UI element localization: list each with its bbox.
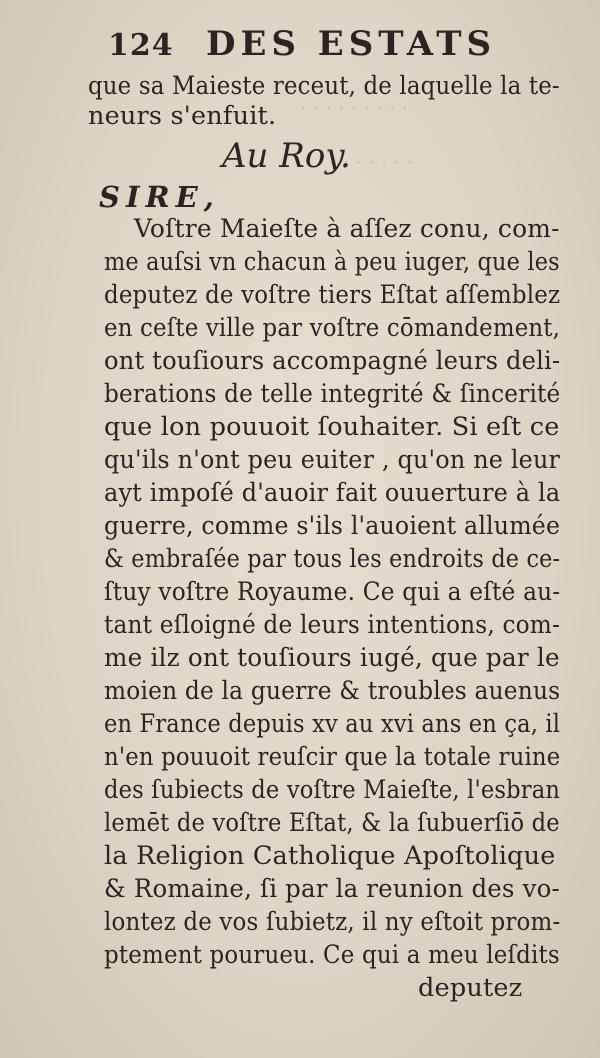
text-line: deputez de voſtre tiers Eſtat aſſemblez: [104, 280, 561, 310]
text-line: en ceſte ville par voſtre cōmandement,: [104, 313, 561, 343]
page-number: 124: [108, 28, 174, 63]
text-line: tant eſloigné de leurs intentions, com-: [104, 610, 560, 640]
text-line: ſtuy voſtre Royaume. Ce qui a eſté au-: [104, 577, 561, 607]
text-line: ayt impoſé d'auoir fait ouuerture à la: [104, 478, 561, 508]
text-line: me ilz ont touſiours iugé, que par le: [104, 643, 560, 673]
text-line: la Religion Catholique Apoſtolique: [104, 841, 556, 871]
text-line: neurs s'enfuit.: [88, 101, 277, 131]
text-line: moien de la guerre & troubles auenus: [104, 676, 561, 706]
text-line: des ſubiects de voſtre Maieſte, l'esbran: [104, 775, 561, 805]
text-line: qu'ils n'ont peu euiter , qu'on ne leur: [104, 445, 561, 475]
text-line: guerre, comme s'ils l'auoient allumée: [104, 511, 561, 541]
text-line: n'en pouuoit reuſcir que la totale ruine: [104, 742, 561, 772]
salutation: SIRE,: [99, 180, 220, 214]
text-line: me auſsi vn chacun à peu iuger, que les: [104, 247, 560, 277]
text-line: lontez de vos ſubietz, il ny eſtoit prom-: [104, 907, 561, 937]
text-line: que lon pouuoit ſouhaiter. Si eſt ce: [104, 412, 560, 442]
text-line: ont touſiours accompagné leurs deli-: [104, 346, 561, 376]
address-heading: Au Roy.: [222, 136, 351, 176]
show-through-text: · · · · · · ·: [330, 150, 413, 174]
text-line: berations de telle integrité & ſincerité: [104, 379, 561, 409]
text-line: en France depuis xv au xvi ans en ça, il: [104, 709, 561, 739]
text-line: lemēt de voſtre Eſtat, & la ſubuerſiō de: [104, 808, 560, 838]
show-through-text: · · · · · · · · ·: [300, 96, 409, 120]
text-line: que sa Maieste receut, de laquelle la te-: [88, 71, 560, 101]
text-line: ptement pourueu. Ce qui a meu leſdits: [104, 940, 560, 970]
text-line: & Romaine, ſi par la reunion des vo-: [104, 874, 560, 904]
running-title: DES ESTATS: [206, 24, 497, 64]
text-line: & embraſée par tous les endroits de ce-: [104, 544, 561, 574]
text-line: Voſtre Maieſte à aſſez conu, com-: [134, 214, 560, 244]
catchword: deputez: [418, 973, 523, 1003]
page-header: [0, 22, 600, 70]
